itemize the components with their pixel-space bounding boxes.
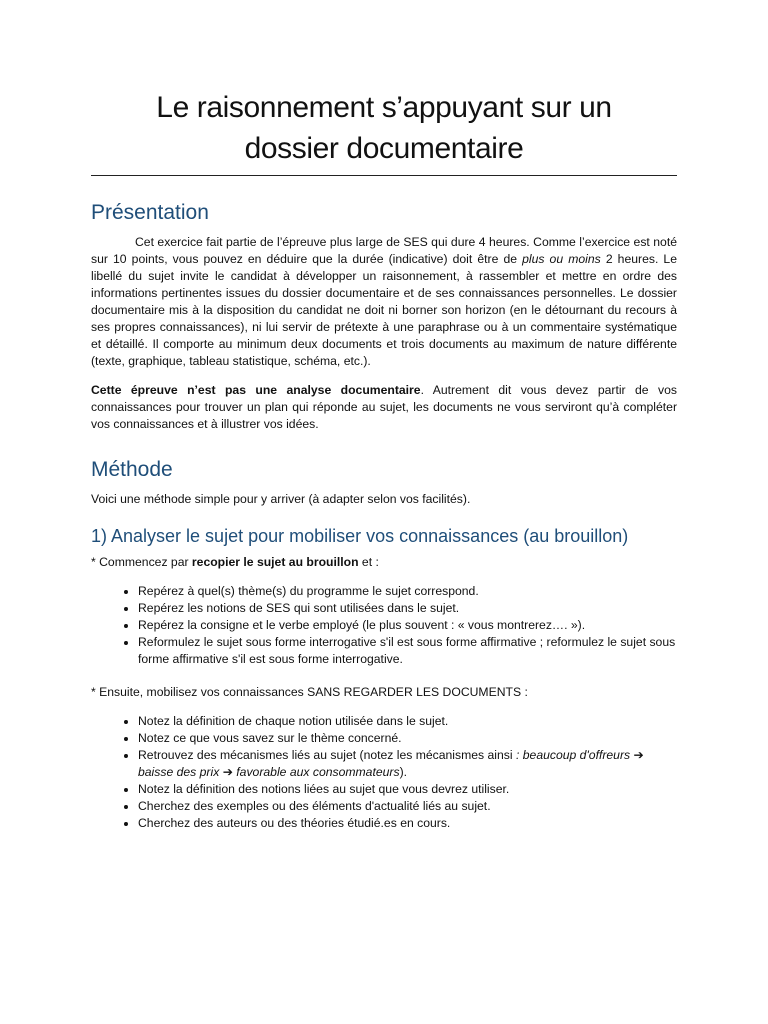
list-item: • Repérez les notions de SES qui sont utilisées dans le sujet. xyxy=(138,600,677,617)
step1-heading: 1) Analyser le sujet pour mobiliser vos connaissances (au brouillon) xyxy=(91,526,629,546)
step1-list-analyse xyxy=(91,583,677,668)
presentation-p1-text-b: 2 heures. Le libellé du sujet invite le candidat à développer un raisonnement, à rassembler et mettre en ordre des informations pertinentes issues du dossier documentaire et de ses connaissances personnelles. Le dossier documentaire mis à la disposition du candidat ne doit ni borner son horizon (en le détournant du recours à ses propres connaissances), ni lui servir de prétexte à une paraphrase ou à un commentaire systématique et détaillé. Il comporte au minimum deux documents et trois documents au maximum de nature différente (texte, graphique, tableau statistique, schéma, etc.). xyxy=(91,252,677,368)
presentation-paragraph-1 xyxy=(91,234,677,370)
presentation-p2-bold: Cette épreuve n’est pas une analyse documentaire xyxy=(91,383,421,397)
step1-start-bold: recopier le sujet au brouillon xyxy=(191,555,359,569)
mecanismes-example-3: favorable aux consommateurs xyxy=(232,765,400,779)
step1-start-post: et : xyxy=(358,555,379,569)
presentation-p2-text: . Autrement dit vous devez partir de vos connaissances pour trouver un plan qui réponde au sujet, les documents ne vous serviront qu’à compléter vos connaissances et à illustrer vos idées. xyxy=(91,383,677,431)
document-title xyxy=(91,0,677,169)
mecanismes-text-pre: Retrouvez des mécanismes liés au sujet (notez les mécanismes ainsi xyxy=(138,748,516,762)
list-item: • Repérez la consigne et le verbe employé (le plus souvent : « vous montrerez…. »). xyxy=(138,617,677,634)
presentation-p1-emphasis: plus ou moins xyxy=(522,252,601,266)
step1-list-connaissances xyxy=(91,713,677,832)
title-line-1: Le raisonnement s’appuyant sur un xyxy=(156,91,612,124)
list-item: • Notez la définition des notions liées au sujet que vous devrez utiliser. xyxy=(138,781,677,798)
list-item: • Repérez à quel(s) thème(s) du programme le sujet correspond. xyxy=(138,583,677,600)
mecanismes-example-2: baisse des prix xyxy=(138,765,223,779)
presentation-p1-text-a: Cet exercice fait partie de l’épreuve plus large de SES qui dure 4 heures. Comme l’exercice est noté sur 10 points, vous pouvez en déduire que la durée (indicative) doit être de xyxy=(91,235,677,266)
title-line-2: dossier documentaire xyxy=(244,132,524,165)
list-item: • Cherchez des auteurs ou des théories étudié.es en cours. xyxy=(138,815,677,832)
arrow-right-icon: ➔ xyxy=(633,748,644,762)
step1-then: * Ensuite, mobilisez vos connaissances SANS REGARDER LES DOCUMENTS : xyxy=(91,685,528,699)
list-item-mecanismes xyxy=(138,747,677,781)
step1-start-pre: * Commencez par xyxy=(91,555,192,569)
section-heading-methode: Méthode xyxy=(91,458,173,481)
list-item: • Reformulez le sujet sous forme interrogative s'il est sous forme affirmative ; reformulez le sujet sous forme affirmative s'il est sous forme interrogative. xyxy=(138,634,677,668)
mecanismes-text-post: ). xyxy=(399,765,408,779)
section-heading-presentation: Présentation xyxy=(91,201,209,224)
mecanismes-example-1: : beaucoup d'offreurs xyxy=(515,748,634,762)
list-item: • Cherchez des exemples ou des éléments d'actualité liés au sujet. xyxy=(138,798,677,815)
list-item: • Notez ce que vous savez sur le thème concerné. xyxy=(138,730,677,747)
presentation-paragraph-2 xyxy=(91,382,677,433)
title-divider xyxy=(91,175,677,176)
list-item: • Notez la définition de chaque notion utilisée dans le sujet. xyxy=(138,713,677,730)
methode-intro: Voici une méthode simple pour y arriver (à adapter selon vos facilités). xyxy=(91,492,471,506)
arrow-right-icon: ➔ xyxy=(222,765,233,779)
step1-start xyxy=(91,554,677,571)
